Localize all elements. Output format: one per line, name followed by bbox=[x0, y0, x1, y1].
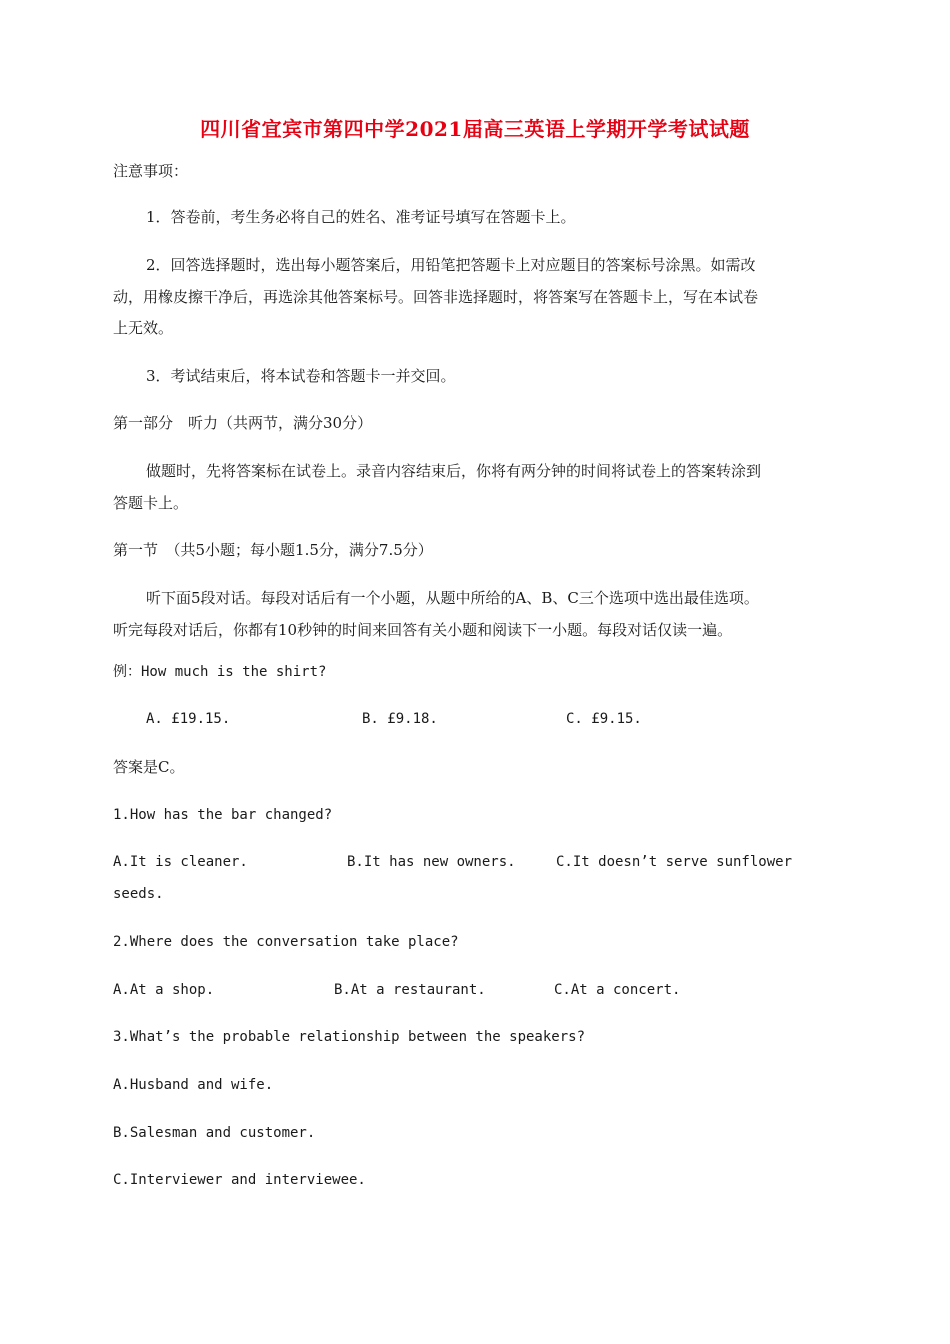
example-question: 例：How much is the shirt? bbox=[113, 664, 327, 680]
notice-heading: 注意事项： bbox=[113, 162, 189, 180]
example-option-c: C. £9.15. bbox=[566, 711, 642, 727]
question-2-stem: 2.Where does the conversation take place? bbox=[113, 934, 459, 950]
question-3-option-a: A.Husband and wife. bbox=[113, 1077, 274, 1093]
question-1-option-c: C.It doesn’t serve sunflower bbox=[556, 854, 793, 870]
notice-item-2-line-3: 上无效。 bbox=[113, 319, 174, 337]
question-2-option-b: B.At a restaurant. bbox=[334, 982, 486, 998]
question-3-option-c: C.Interviewer and interviewee. bbox=[113, 1172, 366, 1188]
question-2-option-c: C.At a concert. bbox=[554, 982, 681, 998]
notice-item-2-line-2: 动，用橡皮擦干净后，再选涂其他答案标号。回答非选择题时，将答案写在答题卡上，写在本试卷 bbox=[113, 288, 759, 306]
part1-heading: 第一部分 听力（共两节，满分30分） bbox=[113, 414, 373, 432]
question-3-option-b: B.Salesman and customer. bbox=[113, 1125, 316, 1141]
page-title: 四川省宜宾市第四中学2021届高三英语上学期开学考试试题 bbox=[200, 117, 750, 141]
question-2-option-a: A.At a shop. bbox=[113, 982, 215, 998]
section1-heading: 第一节 （共5小题；每小题1.5分，满分7.5分） bbox=[113, 541, 433, 559]
example-option-b: B. £9.18. bbox=[362, 711, 438, 727]
notice-item-1: 1．答卷前，考生务必将自己的姓名、准考证号填写在答题卡上。 bbox=[146, 208, 576, 226]
question-1-stem: 1.How has the bar changed? bbox=[113, 807, 333, 823]
section1-instruction-line-1: 听下面5段对话。每段对话后有一个小题，从题中所给的A、B、C三个选项中选出最佳选项。 bbox=[146, 589, 759, 607]
example-answer: 答案是C。 bbox=[113, 758, 185, 776]
question-1-option-a: A.It is cleaner. bbox=[113, 854, 248, 870]
question-3-stem: 3.What’s the probable relationship between the speakers? bbox=[113, 1029, 586, 1045]
question-1-option-b: B.It has new owners. bbox=[347, 854, 516, 870]
question-1-option-c-continued: seeds. bbox=[113, 886, 164, 902]
notice-item-3: 3．考试结束后，将本试卷和答题卡一并交回。 bbox=[146, 367, 456, 385]
notice-item-2-line-1: 2．回答选择题时，选出每小题答案后，用铅笔把答题卡上对应题目的答案标号涂黑。如需改 bbox=[146, 256, 756, 274]
part1-intro-line-2: 答题卡上。 bbox=[113, 494, 189, 512]
section1-instruction-line-2: 听完每段对话后，你都有10秒钟的时间来回答有关小题和阅读下一小题。每段对话仅读一遍。 bbox=[113, 621, 733, 639]
part1-intro-line-1: 做题时，先将答案标在试卷上。录音内容结束后，你将有两分钟的时间将试卷上的答案转涂到 bbox=[146, 462, 762, 480]
example-option-a: A. £19.15. bbox=[146, 711, 231, 727]
